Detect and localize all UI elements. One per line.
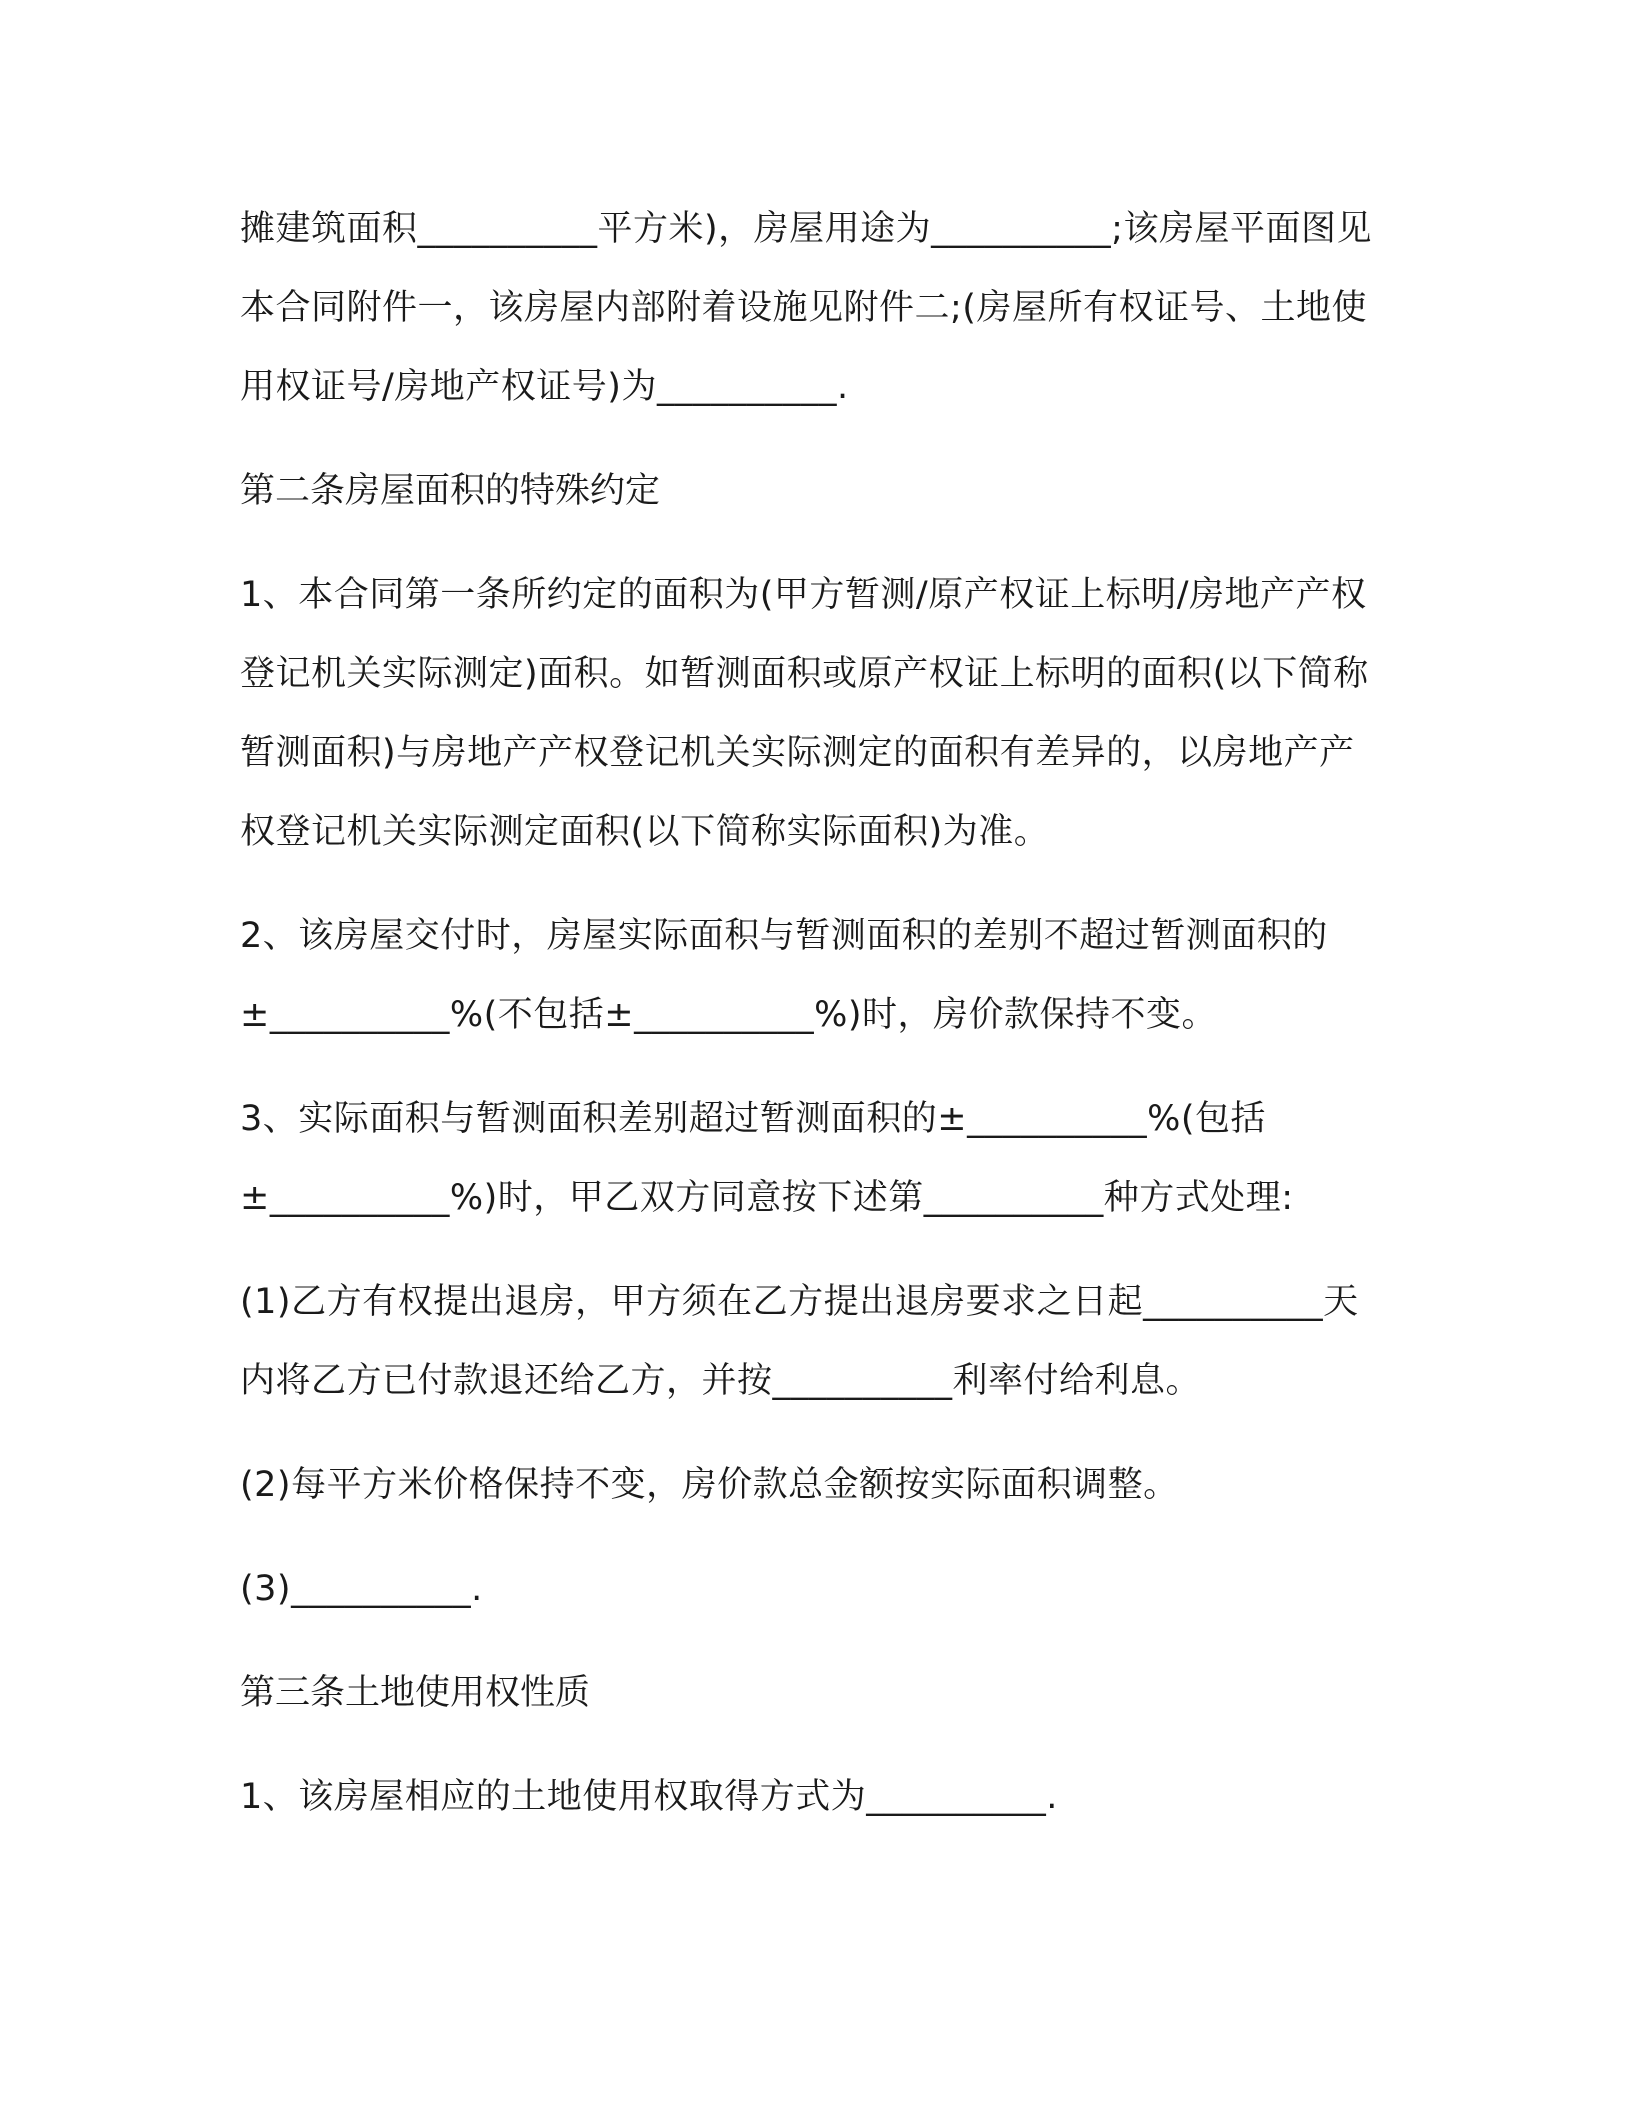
clause-2-2: 2、该房屋交付时，房屋实际面积与暂测面积的差别不超过暂测面积的±__________%(不包括±__________%)时，房价款保持不变。: [240, 916, 1328, 1035]
clause-2-1: 1、本合同第一条所约定的面积为(甲方暂测/原产权证上标明/房地产产权登记机关实际测定)面积。如暂测面积或原产权证上标明的面积(以下简称暂测面积)与房地产产权登记机关实际测定的面积有差异的，以房地产产权登记机关实际测定面积(以下简称实际面积)为准。: [240, 575, 1369, 852]
document-body: [240, 190, 1390, 1862]
article-heading-3: 第三条土地使用权性质: [240, 1673, 591, 1713]
option-2: (2)每平方米价格保持不变，房价款总金额按实际面积调整。: [240, 1465, 1179, 1505]
clause-3-1: 1、该房屋相应的土地使用权取得方式为__________.: [240, 1777, 1058, 1817]
option-1: (1)乙方有权提出退房，甲方须在乙方提出退房要求之日起__________天内将乙方已付款退还给乙方，并按__________利率付给利息。: [240, 1282, 1359, 1401]
paragraph-area-description: 摊建筑面积__________平方米)，房屋用途为__________;该房屋平面图见本合同附件一，该房屋内部附着设施见附件二;(房屋所有权证号、土地使用权证号/房地产权证号)为__________.: [240, 209, 1372, 407]
option-3: (3)__________.: [240, 1569, 483, 1609]
clause-2-3: 3、实际面积与暂测面积差别超过暂测面积的±__________%(包括±__________%)时，甲乙双方同意按下述第__________种方式处理:: [240, 1099, 1294, 1218]
article-heading-2: 第二条房屋面积的特殊约定: [240, 471, 661, 511]
